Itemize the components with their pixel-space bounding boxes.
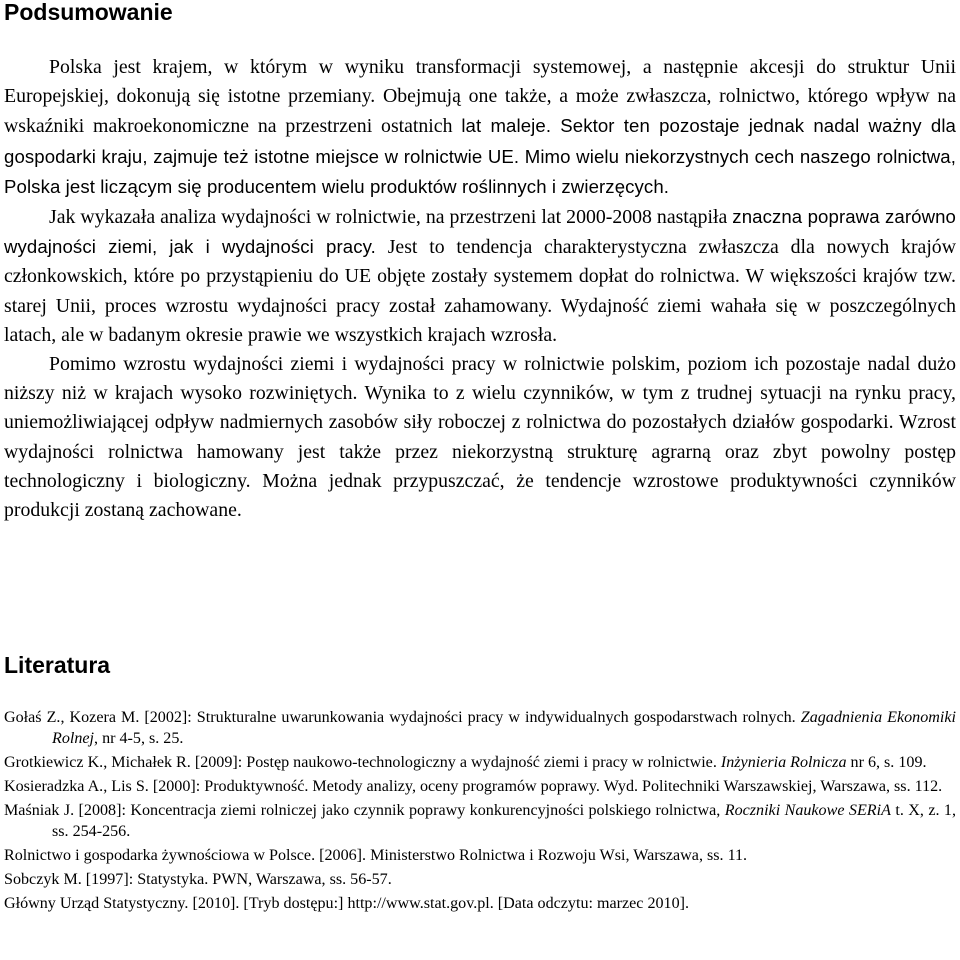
summary-heading: Podsumowanie: [4, 0, 173, 25]
paragraph-1-text-a: Polska jest krajem, w którym w wyniku transformacji systemowej, a następnie akcesji do struktur Unii Europejskiej, dokonują się istotne przemiany. Obejmują one także, a może zwłaszcza, rolnictwo, którego wpływ na wskaźniki makroekonomiczne na przestrzeni ostatnich: [4, 56, 956, 138]
reference-item: Grotkiewicz K., Michałek R. [2009]: Postęp naukowo-technologiczny a wydajność ziemi i pracy w rolnictwie. Inżynieria Rolnicza nr 6, s. 109.: [4, 754, 927, 771]
paragraph-2-text-b: znaczna poprawa zarówno wydajności ziemi, jak i wydajności pracy.: [4, 206, 956, 258]
paragraph-1: [4, 53, 956, 202]
paragraph-2: [4, 202, 956, 350]
reference-item: Kosieradzka A., Lis S. [2000]: Produktywność. Metody analizy, oceny programów poprawy. Wyd. Politechniki Warszawskiej, Warszawa, ss. 112.: [4, 778, 943, 795]
paragraph-2-text-c: Jest to tendencja charakterystyczna zwłaszcza dla nowych krajów członkowskich, które po przystąpieniu do UE objęte zostały systemem dopłat do rolnictwa. W większości krajów tzw. starej Unii, proces wzrostu wydajności pracy został zahamowany. Wydajność ziemi wahała się w poszczególnych latach, ale w badanym okresie prawie we wszystkich krajach wzrosła.: [4, 236, 956, 346]
summary-body: [4, 53, 956, 525]
literature-heading: Literatura: [4, 652, 111, 678]
paragraph-3-text-a: Pomimo wzrostu wydajności ziemi i wydajności pracy w rolnictwie polskim, poziom ich pozostaje nadal dużo niższy niż w krajach wysoko rozwiniętych. Wynika to z wielu czynników, w tym z trudnej sytuacji na rynku pracy, uniemożliwiającej odpływ nadmiernych zasobów siły roboczej z rolnictwa do pozostałych działów gospodarki. Wzrost wydajności rolnictwa hamowany jest także przez niekorzystną strukturę agrarną oraz zbyt powolny postęp technologiczny i biologiczny. Można jednak przypuszczać, że tendencje wzrostowe produktywności czynników produkcji zostaną zachowane.: [4, 353, 956, 522]
paragraph-2-text-a: Jak wykazała analiza wydajności w rolnictwie, na przestrzeni lat 2000-2008 nastąpiła: [49, 206, 728, 229]
reference-list: [4, 707, 956, 917]
reference-item: Gołaś Z., Kozera M. [2002]: Strukturalne uwarunkowania wydajności pracy w indywidualnych gospodarstwach rolnych. Zagadnienia Ekonomiki Rolnej, nr 4-5, s. 25.: [4, 709, 956, 747]
reference-item: Główny Urząd Statystyczny. [2010]. [Tryb dostępu:] http://www.stat.gov.pl. [Data odczytu: marzec 2010].: [4, 895, 690, 912]
reference-item: Sobczyk M. [1997]: Statystyka. PWN, Warszawa, ss. 56-57.: [4, 871, 392, 888]
reference-item: Rolnictwo i gospodarka żywnościowa w Polsce. [2006]. Ministerstwo Rolnictwa i Rozwoju Wsi, Warszawa, ss. 11.: [4, 847, 748, 864]
paragraph-1-text-b: lat maleje. Sektor ten pozostaje jednak nadal ważny dla gospodarki kraju, zajmuje też istotne miejsce w rolnictwie UE. Mimo wielu niekorzystnych cech naszego rolnictwa, Polska jest liczącym się producentem wielu produktów roślinnych i zwierzęcych.: [4, 115, 956, 197]
reference-item: Maśniak J. [2008]: Koncentracja ziemi rolniczej jako czynnik poprawy konkurencyjności polskiego rolnictwa, Roczniki Naukowe SERiA t. X, z. 1, ss. 254-256.: [4, 802, 956, 840]
paragraph-3: [4, 350, 956, 525]
